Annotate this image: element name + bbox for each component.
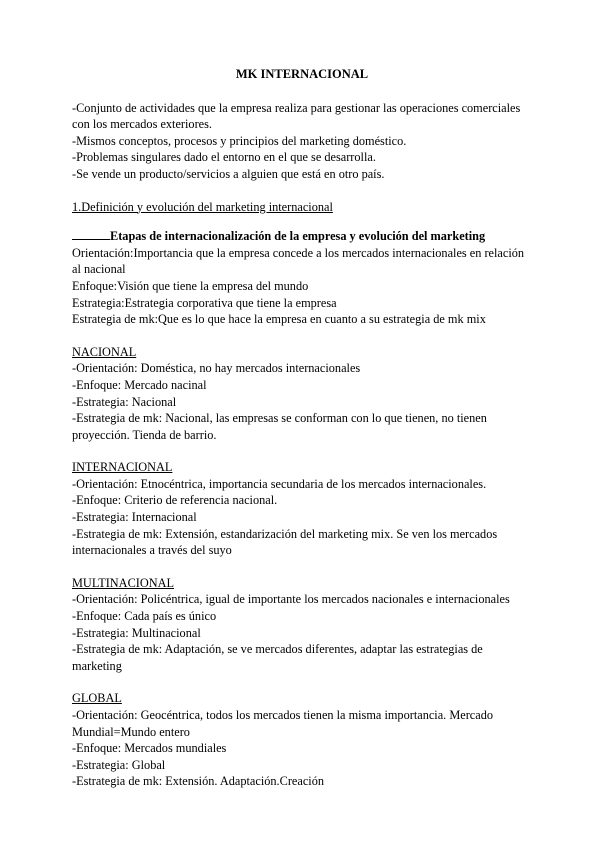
stage-line: -Enfoque: Mercado nacinal: [72, 377, 207, 392]
stages-heading: [72, 228, 532, 245]
stage-name: INTERNACIONAL: [72, 460, 173, 475]
stage-line: -Estrategia: Internacional: [72, 510, 197, 525]
section-title: 1.Definición y evolución del marketing internacional: [72, 199, 333, 214]
stage-name: GLOBAL: [72, 691, 122, 706]
definition-line: Estrategia:Estrategia corporativa que tiene la empresa: [72, 295, 337, 310]
blank-underline: [72, 228, 110, 240]
stage-line: -Orientación: Policéntrica, igual de importante los mercados nacionales e internacionales: [72, 592, 510, 607]
intro-line: -Mismos conceptos, procesos y principios del marketing doméstico.: [72, 133, 407, 148]
definition-line: Enfoque:Visión que tiene la empresa del mundo: [72, 278, 309, 293]
stage-line: -Estrategia de mk: Extensión. Adaptación.Creación: [72, 774, 325, 789]
stage-global: [72, 690, 532, 790]
stage-line: -Estrategia: Global: [72, 757, 166, 772]
stage-line: -Orientación: Etnocéntrica, importancia secundaria de los mercados internacionales.: [72, 476, 487, 491]
document-title: MK INTERNACIONAL: [235, 67, 369, 81]
definition-line: Estrategia de mk:Que es lo que hace la empresa en cuanto a su estrategia de mk mix: [72, 312, 486, 327]
stage-name: NACIONAL: [72, 344, 137, 359]
stage-line: -Orientación: Geocéntrica, todos los mercados tienen la misma importancia. Mercado Mundial=Mundo entero: [72, 708, 494, 739]
stage-line: -Estrategia de mk: Extensión, estandarización del marketing mix. Se ven los mercados internacionales a través del suyo: [72, 526, 498, 558]
intro-line: -Se vende un producto/servicios a alguien que está en otro país.: [72, 166, 385, 181]
stage-internacional: [72, 459, 532, 559]
definition-line: Orientación:Importancia que la empresa concede a los mercados internacionales en relación al nacional: [72, 245, 525, 277]
definitions-block: [72, 228, 532, 328]
stage-line: -Estrategia de mk: Adaptación, se ve mercados diferentes, adaptar las estrategias de marketing: [72, 642, 483, 673]
stage-line: -Estrategia: Multinacional: [72, 625, 201, 640]
stages-heading-text: Etapas de internacionalización de la empresa y evolución del marketing: [110, 229, 486, 244]
stage-line: -Estrategia de mk: Nacional, las empresas se conforman con lo que tienen, no tienen proyección. Tienda de barrio.: [72, 411, 487, 442]
stage-line: -Estrategia: Nacional: [72, 394, 177, 409]
stage-name: MULTINACIONAL: [72, 575, 175, 590]
stage-line: -Orientación: Doméstica, no hay mercados internacionales: [72, 361, 361, 376]
stage-nacional: [72, 344, 532, 444]
stage-line: -Enfoque: Mercados mundiales: [72, 741, 227, 756]
stage-line: -Enfoque: Criterio de referencia nacional.: [72, 493, 278, 508]
stage-line: -Enfoque: Cada país es único: [72, 609, 217, 624]
intro-line: -Conjunto de actividades que la empresa realiza para gestionar las operaciones comerciales con los mercados exteriores.: [72, 100, 521, 132]
stage-multinacional: [72, 575, 532, 675]
intro-line: -Problemas singulares dado el entorno en el que se desarrolla.: [72, 150, 376, 165]
document-page: [72, 66, 532, 806]
intro-block: [72, 100, 532, 183]
